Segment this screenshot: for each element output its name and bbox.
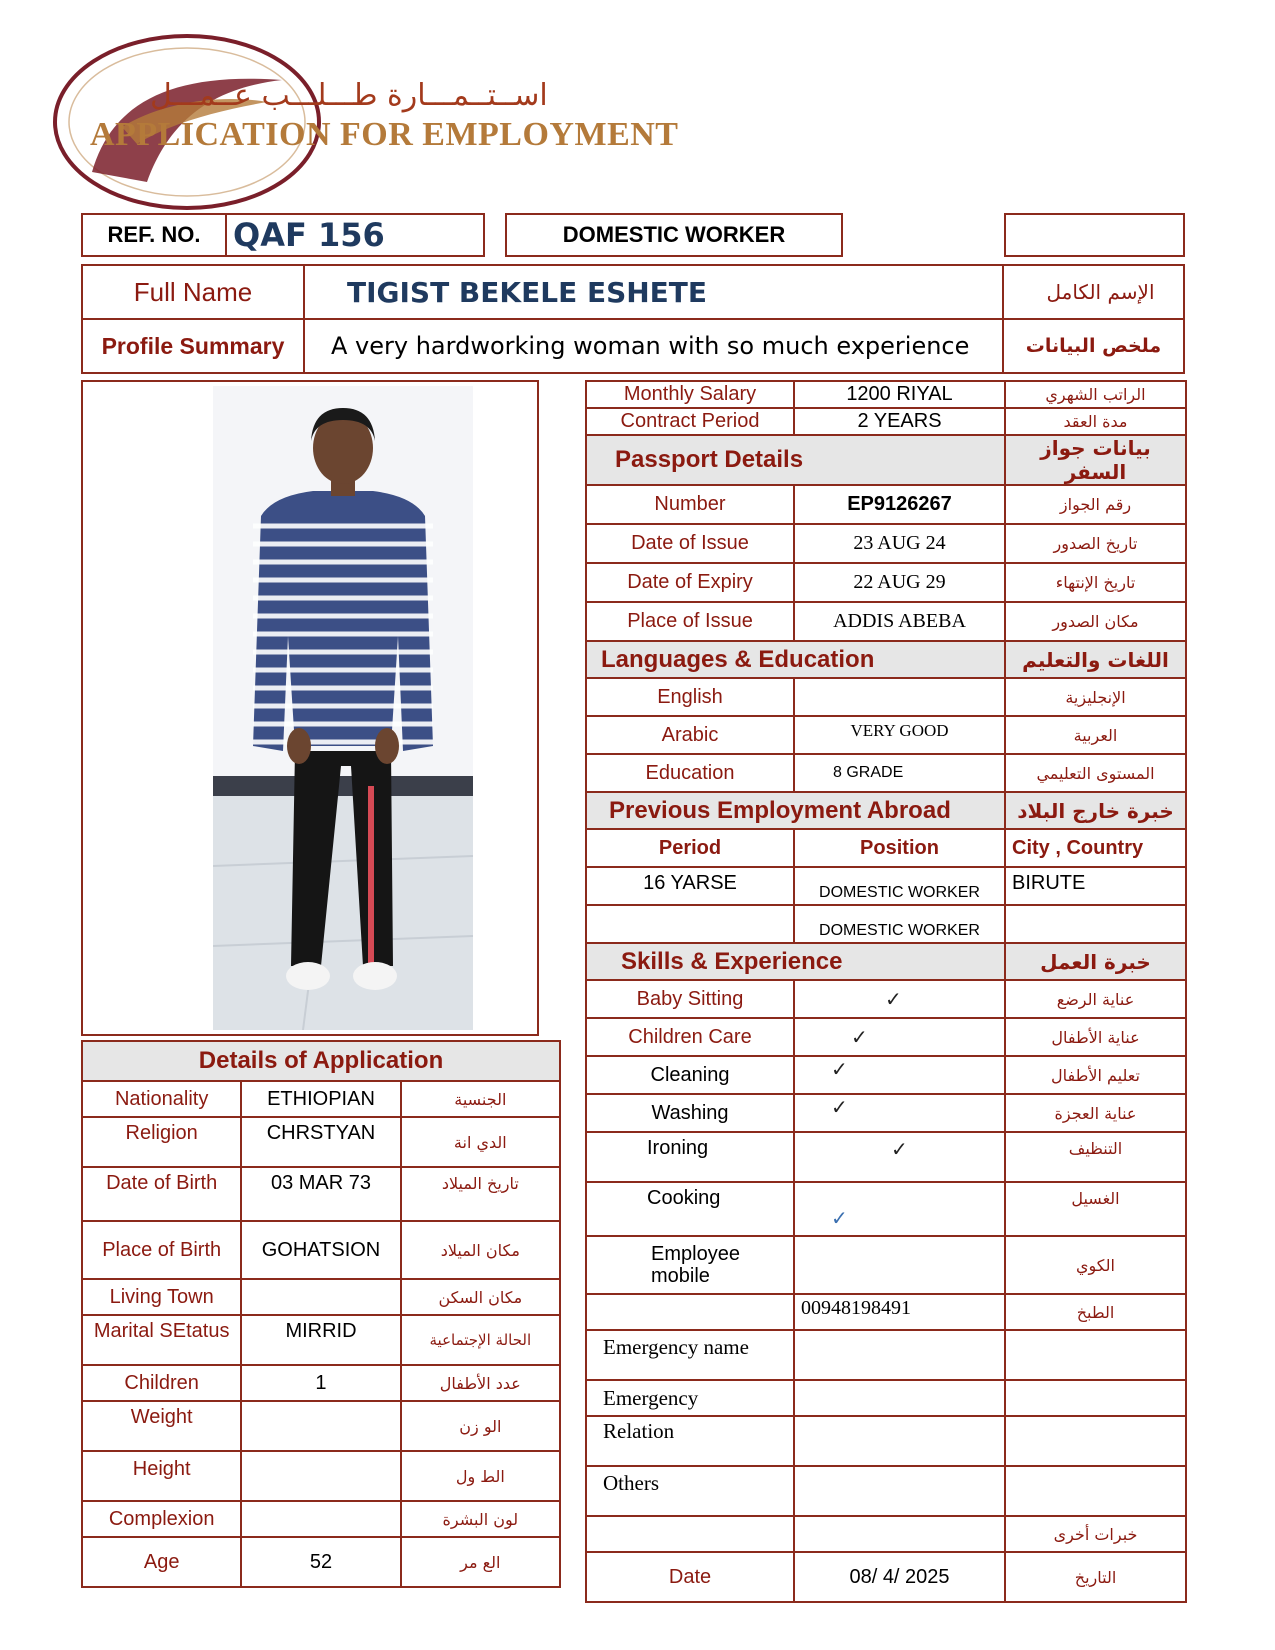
- issue-date-label: Date of Issue: [586, 524, 794, 563]
- emergency-name-label: Emergency name: [586, 1330, 794, 1380]
- relation-row: [586, 1416, 1186, 1466]
- passport-row: [586, 524, 1186, 563]
- living-town-value: [241, 1279, 400, 1315]
- issue-place-label-ar: مكان الصدور: [1005, 602, 1186, 641]
- others-ar-row: [586, 1516, 1186, 1552]
- others-empty: [1005, 1466, 1186, 1516]
- salary-label-ar: الراتب الشهري: [1005, 381, 1186, 408]
- expiry-date-label: Date of Expiry: [586, 563, 794, 602]
- issue-date-value: 23 AUG 24: [794, 524, 1005, 563]
- dob-label: Date of Birth: [82, 1167, 241, 1221]
- previous-position: DOMESTIC WORKER: [794, 867, 1005, 905]
- cooking-label: Cooking: [586, 1182, 794, 1236]
- languages-title-ar: اللغات والتعليم: [1005, 641, 1186, 678]
- children-care-check: ✓: [794, 1018, 1005, 1056]
- religion-label-ar: الدي انة: [401, 1117, 560, 1167]
- detail-row: [82, 1167, 560, 1221]
- profile-label: Profile Summary: [82, 319, 304, 373]
- passport-row: [586, 485, 1186, 524]
- complexion-value: [241, 1501, 400, 1537]
- skill-row: [586, 1236, 1186, 1294]
- previous-period: [586, 905, 794, 943]
- cooking-check: ✓: [794, 1182, 1005, 1236]
- age-label-ar: الع مر: [401, 1537, 560, 1587]
- cleaning-label-ar: تعليم الأطفال: [1005, 1056, 1186, 1094]
- age-label: Age: [82, 1537, 241, 1587]
- mobile-row: [586, 1294, 1186, 1330]
- cleaning-check: ✓: [794, 1056, 1005, 1094]
- issue-date-label-ar: تاريخ الصدور: [1005, 524, 1186, 563]
- skill-row: [586, 1182, 1186, 1236]
- marital-label-ar: الحالة الإجتماعية: [401, 1315, 560, 1365]
- arabic-label-ar: العربية: [1005, 716, 1186, 754]
- english-label-ar: الإنجليزية: [1005, 678, 1186, 716]
- language-row: [586, 678, 1186, 716]
- pob-label: Place of Birth: [82, 1221, 241, 1279]
- passport-number-value: EP9126267: [794, 485, 1005, 524]
- detail-row: [82, 1279, 560, 1315]
- nationality-value: ETHIOPIAN: [241, 1081, 400, 1117]
- baby-sitting-check: ✓: [794, 980, 1005, 1018]
- passport-row: [586, 602, 1186, 641]
- languages-title: Languages & Education: [586, 641, 1005, 678]
- passport-title-ar: بيانات جواز السفر: [1005, 435, 1186, 485]
- position-label: DOMESTIC WORKER: [562, 222, 786, 247]
- children-care-label: Children Care: [586, 1018, 794, 1056]
- previous-header-row: [586, 829, 1186, 867]
- language-row: [586, 716, 1186, 754]
- emergency-row: [586, 1380, 1186, 1416]
- cooking-label-ar: الغسيل: [1005, 1182, 1186, 1236]
- marital-label: Marital SEtatus: [82, 1315, 241, 1365]
- passport-number-label-ar: رقم الجواز: [1005, 485, 1186, 524]
- weight-label-ar: الو زن: [401, 1401, 560, 1451]
- date-row: [586, 1552, 1186, 1602]
- children-label: Children: [82, 1365, 241, 1401]
- age-value: 52: [241, 1537, 400, 1587]
- date-value: 08/ 4/ 2025: [794, 1552, 1005, 1602]
- living-town-label-ar: مكان السكن: [401, 1279, 560, 1315]
- skill-row: [586, 1132, 1186, 1182]
- english-value: [794, 678, 1005, 716]
- detail-row: [82, 1451, 560, 1501]
- baby-sitting-label: Baby Sitting: [586, 980, 794, 1018]
- expiry-date-label-ar: تاريخ الإنتهاء: [1005, 563, 1186, 602]
- religion-value: CHRSTYAN: [241, 1117, 400, 1167]
- ref-value: QAF 156: [226, 214, 484, 256]
- skills-title-ar: خبرة العمل: [1005, 943, 1186, 980]
- relation-label: Relation: [586, 1416, 794, 1466]
- right-table: [585, 380, 1187, 1603]
- contract-period-label: Contract Period: [586, 408, 794, 435]
- marital-value: MIRRID: [241, 1315, 400, 1365]
- religion-label: Religion: [82, 1117, 241, 1167]
- skill-row: [586, 1018, 1186, 1056]
- complexion-label: Complexion: [82, 1501, 241, 1537]
- children-care-label-ar: عناية الأطفال: [1005, 1018, 1186, 1056]
- others-value: [794, 1466, 1005, 1516]
- position-header: Position: [794, 829, 1005, 867]
- blank-box: [1004, 213, 1185, 257]
- expiry-date-value: 22 AUG 29: [794, 563, 1005, 602]
- pob-value: GOHATSION: [241, 1221, 400, 1279]
- emergency-name-row: [586, 1330, 1186, 1380]
- passport-row: [586, 563, 1186, 602]
- period-header: Period: [586, 829, 794, 867]
- salary-label: Monthly Salary: [586, 381, 794, 408]
- others-label: Others: [586, 1466, 794, 1516]
- details-table: [81, 1040, 561, 1588]
- previous-city: BIRUTE: [1005, 867, 1186, 905]
- passport-number-label: Number: [586, 485, 794, 524]
- detail-row: [82, 1501, 560, 1537]
- arabic-value: VERY GOOD: [794, 716, 1005, 754]
- previous-title-ar: خبرة خارج البلاد: [1005, 792, 1186, 829]
- dob-value: 03 MAR 73: [241, 1167, 400, 1221]
- date-label: Date: [586, 1552, 794, 1602]
- detail-row: [82, 1081, 560, 1117]
- relation-empty: [1005, 1416, 1186, 1466]
- emergency-label: Emergency: [586, 1380, 794, 1416]
- washing-label-ar: عناية العجزة: [1005, 1094, 1186, 1132]
- arabic-label: Arabic: [586, 716, 794, 754]
- baby-sitting-label-ar: عناية الرضع: [1005, 980, 1186, 1018]
- position-box: [505, 213, 843, 257]
- skills-title: Skills & Experience: [586, 943, 1005, 980]
- height-label-ar: الط ول: [401, 1451, 560, 1501]
- employee-mobile-empty: [794, 1236, 1005, 1294]
- salary-value: 1200 RIYAL: [794, 381, 1005, 408]
- emergency-value: [794, 1380, 1005, 1416]
- living-town-label: Living Town: [82, 1279, 241, 1315]
- detail-row: [82, 1315, 560, 1365]
- mobile-empty: [586, 1294, 794, 1330]
- nationality-label-ar: الجنسية: [401, 1081, 560, 1117]
- employee-mobile-label: Employee mobile: [586, 1236, 794, 1294]
- children-value: 1: [241, 1365, 400, 1401]
- date-label-ar: التاريخ: [1005, 1552, 1186, 1602]
- passport-title: Passport Details: [586, 435, 1005, 485]
- height-value: [241, 1451, 400, 1501]
- detail-row: [82, 1401, 560, 1451]
- salary-row: [586, 381, 1186, 408]
- ironing-check: ✓: [794, 1132, 1005, 1182]
- mobile-label-ar: الطبخ: [1005, 1294, 1186, 1330]
- pob-label-ar: مكان الميلاد: [401, 1221, 560, 1279]
- contract-period-value: 2 YEARS: [794, 408, 1005, 435]
- detail-row: [82, 1221, 560, 1279]
- mobile-value: 00948198491: [794, 1294, 1005, 1330]
- emergency-name-empty: [1005, 1330, 1186, 1380]
- skill-row: [586, 1094, 1186, 1132]
- washing-check: ✓: [794, 1094, 1005, 1132]
- applicant-photo: [213, 386, 473, 1030]
- photo-frame: [81, 380, 539, 1036]
- language-row: [586, 754, 1186, 792]
- issue-place-label: Place of Issue: [586, 602, 794, 641]
- ref-table: [81, 213, 485, 257]
- washing-label: Washing: [586, 1094, 794, 1132]
- period-row: [586, 408, 1186, 435]
- employee-mobile-label-ar: الكوي: [1005, 1236, 1186, 1294]
- issue-place-value: ADDIS ABEBA: [794, 602, 1005, 641]
- profile-value: A very hardworking woman with so much experience: [304, 319, 1003, 373]
- full-name-label: Full Name: [82, 265, 304, 319]
- emergency-name-value: [794, 1330, 1005, 1380]
- full-name-label-ar: الإسم الكامل: [1003, 265, 1184, 319]
- weight-label: Weight: [82, 1401, 241, 1451]
- previous-period: 16 YARSE: [586, 867, 794, 905]
- skill-row: [586, 980, 1186, 1018]
- cleaning-label: Cleaning: [586, 1056, 794, 1094]
- emergency-empty: [1005, 1380, 1186, 1416]
- title-arabic: اســتــمـــارة طـــلـــب عــمـــل: [150, 78, 548, 113]
- detail-row: [82, 1117, 560, 1167]
- others-ar-empty-1: [586, 1516, 794, 1552]
- previous-title: Previous Employment Abroad: [586, 792, 1005, 829]
- profile-label-ar: ملخص البيانات: [1003, 319, 1184, 373]
- others-row: [586, 1466, 1186, 1516]
- ironing-label: Ironing: [586, 1132, 794, 1182]
- ref-label: REF. NO.: [82, 214, 226, 256]
- height-label: Height: [82, 1451, 241, 1501]
- ironing-label-ar: التنظيف: [1005, 1132, 1186, 1182]
- previous-row: [586, 867, 1186, 905]
- skill-row: [586, 1056, 1186, 1094]
- title-english: APPLICATION FOR EMPLOYMENT: [90, 116, 679, 153]
- full-name-value: TIGIST BEKELE ESHETE: [304, 265, 1003, 319]
- others-label-ar: خبرات أخرى: [1005, 1516, 1186, 1552]
- nationality-label: Nationality: [82, 1081, 241, 1117]
- city-header: City , Country: [1005, 829, 1186, 867]
- previous-city: [1005, 905, 1186, 943]
- education-value: 8 GRADE: [794, 754, 1005, 792]
- previous-position: DOMESTIC WORKER: [794, 905, 1005, 943]
- weight-value: [241, 1401, 400, 1451]
- details-title: Details of Application: [82, 1041, 560, 1081]
- previous-row: [586, 905, 1186, 943]
- education-label-ar: المستوى التعليمي: [1005, 754, 1186, 792]
- contract-period-label-ar: مدة العقد: [1005, 408, 1186, 435]
- others-ar-empty-2: [794, 1516, 1005, 1552]
- children-label-ar: عدد الأطفال: [401, 1365, 560, 1401]
- detail-row: [82, 1365, 560, 1401]
- complexion-label-ar: لون البشرة: [401, 1501, 560, 1537]
- english-label: English: [586, 678, 794, 716]
- detail-row: [82, 1537, 560, 1587]
- relation-value: [794, 1416, 1005, 1466]
- education-label: Education: [586, 754, 794, 792]
- name-table: [81, 264, 1185, 374]
- dob-label-ar: تاريخ الميلاد: [401, 1167, 560, 1221]
